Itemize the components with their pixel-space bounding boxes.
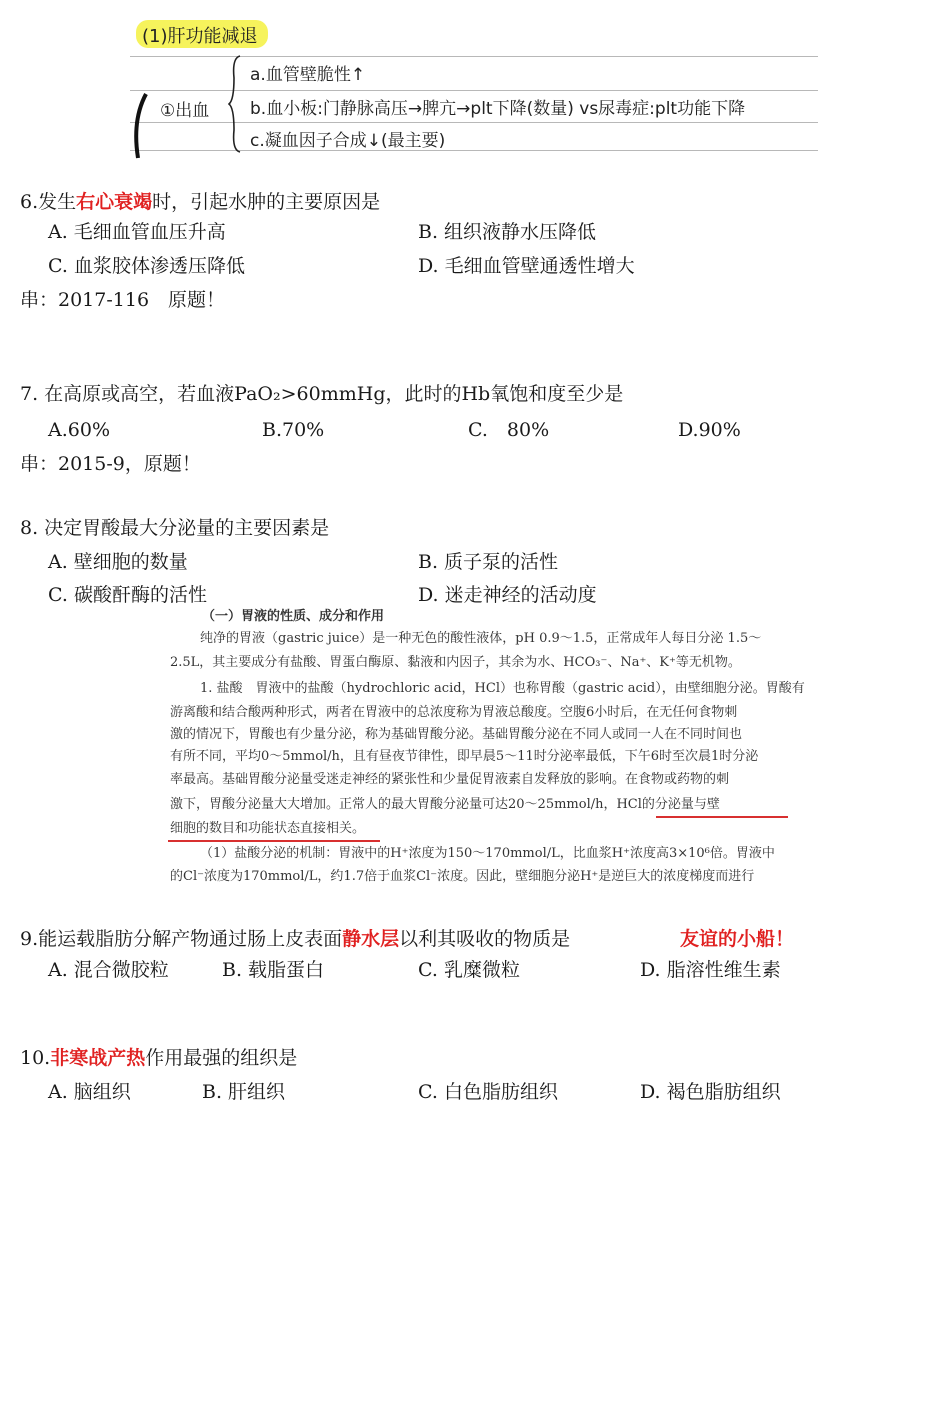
red-underline <box>168 840 380 842</box>
option-d: D. 褐色脂肪组织 <box>640 1081 781 1103</box>
question-text: 以利其吸收的物质是 <box>399 928 571 950</box>
excerpt-line: 纯净的胃液（gastric juice）是一种无色的酸性液体，pH 0.9～1.5，正常成年人每日分泌 1.5～ <box>200 631 762 646</box>
question-text: 时，引起水肿的主要原因是 <box>152 191 381 213</box>
note-line-a: a.血管壁脆性↑ <box>250 65 366 85</box>
option-d: D. 迷走神经的活动度 <box>418 584 597 606</box>
textbook-excerpt <box>160 606 805 888</box>
question-text: 作用最强的组织是 <box>145 1047 298 1069</box>
comment-tag: 友谊的小船！ <box>680 928 795 950</box>
option-c: C. 80% <box>468 419 550 441</box>
option-c: C. 血浆胶体渗透压降低 <box>48 255 245 277</box>
source-note: 串：2015-9，原题！ <box>20 453 201 475</box>
question-number: 6. <box>20 191 39 213</box>
question-6 <box>20 190 380 214</box>
excerpt-line: （1）盐酸分泌的机制：胃液中的H⁺浓度为150～170mmol/L，比血浆H⁺浓度高3×10⁶倍。胃液中 <box>200 846 775 861</box>
question-8: 8. 决定胃酸最大分泌量的主要因素是 <box>20 517 330 539</box>
question-10 <box>20 1046 297 1070</box>
excerpt-line: 游离酸和结合酸两种形式，两者在胃液中的总浓度称为胃液总酸度。空腹6小时后，在无任何食物刺 <box>170 705 738 720</box>
note-item-label: ①出血 <box>160 101 210 121</box>
keyword-highlight: 非寒战产热 <box>50 1047 146 1069</box>
question-text: 发生 <box>38 191 77 213</box>
excerpt-line: 率最高。基础胃酸分泌量受迷走神经的紧张性和少量促胃液素自发释放的影响。在食物或药物的刺 <box>170 772 730 787</box>
keyword-highlight: 右心衰竭 <box>76 191 153 213</box>
option-b: B. 载脂蛋白 <box>222 959 325 981</box>
option-b: B. 肝组织 <box>202 1081 286 1103</box>
option-d: D. 脂溶性维生素 <box>640 959 781 981</box>
option-b: B. 质子泵的活性 <box>418 551 559 573</box>
excerpt-line: 的Cl⁻浓度为170mmol/L，约1.7倍于血浆Cl⁻浓度。因此，壁细胞分泌H⁺是逆巨大的浓度梯度而进行 <box>170 869 755 884</box>
question-7: 7. 在高原或高空，若血液PaO₂>60mmHg，此时的Hb氧饱和度至少是 <box>20 383 624 405</box>
option-a: A. 壁细胞的数量 <box>48 551 188 573</box>
option-d: D.90% <box>678 419 741 441</box>
note-title: (1)肝功能减退 <box>142 26 258 47</box>
excerpt-line: 1. 盐酸 胃液中的盐酸（hydrochloric acid，HCl）也称胃酸（gastric acid），由壁细胞分泌。胃酸有 <box>200 681 805 696</box>
excerpt-line: 2.5L，其主要成分有盐酸、胃蛋白酶原、黏液和内因子，其余为水、HCO₃⁻、Na⁺、K⁺等无机物。 <box>170 655 741 670</box>
question-text: 能运载脂肪分解产物通过肠上皮表面 <box>38 928 343 950</box>
excerpt-line: 细胞的数目和功能状态直接相关。 <box>170 821 366 836</box>
source-note: 串：2017-116 原题！ <box>20 289 226 311</box>
handwritten-note <box>130 10 820 152</box>
note-line-b: b.血小板:门静脉高压→脾亢→plt下降(数量) vs尿毒症:plt功能下降 <box>250 99 746 119</box>
excerpt-line: 激下，胃酸分泌量大大增加。正常人的最大胃酸分泌量可达20～25mmol/h，HCl的分泌量与壁 <box>170 797 720 812</box>
option-b: B.70% <box>262 419 325 441</box>
option-c: C. 碳酸酐酶的活性 <box>48 584 207 606</box>
option-d: D. 毛细血管壁通透性增大 <box>418 255 635 277</box>
option-c: C. 白色脂肪组织 <box>418 1081 558 1103</box>
excerpt-line: 激的情况下，胃酸也有少量分泌，称为基础胃酸分泌。基础胃酸分泌在不同人或同一人在不同时间也 <box>170 727 743 742</box>
excerpt-line: 有所不同，平均0～5mmol/h，且有昼夜节律性，即早晨5～11时分泌率最低，下午6时至次晨1时分泌 <box>170 749 759 764</box>
option-a: A. 毛细血管血压升高 <box>48 221 226 243</box>
question-9 <box>20 927 570 951</box>
red-underline <box>656 816 788 818</box>
excerpt-heading: （一）胃液的性质、成分和作用 <box>202 609 385 624</box>
option-a: A.60% <box>48 419 110 441</box>
option-b: B. 组织液静水压降低 <box>418 221 597 243</box>
brace <box>228 54 244 154</box>
option-a: A. 混合微胶粒 <box>48 959 169 981</box>
question-number: 9. <box>20 928 39 950</box>
note-line-c: c.凝血因子合成↓(最主要) <box>250 131 446 151</box>
option-c: C. 乳糜微粒 <box>418 959 520 981</box>
left-bracket <box>130 90 150 160</box>
question-number: 10. <box>20 1047 51 1069</box>
option-a: A. 脑组织 <box>48 1081 131 1103</box>
keyword-highlight: 静水层 <box>342 928 400 950</box>
